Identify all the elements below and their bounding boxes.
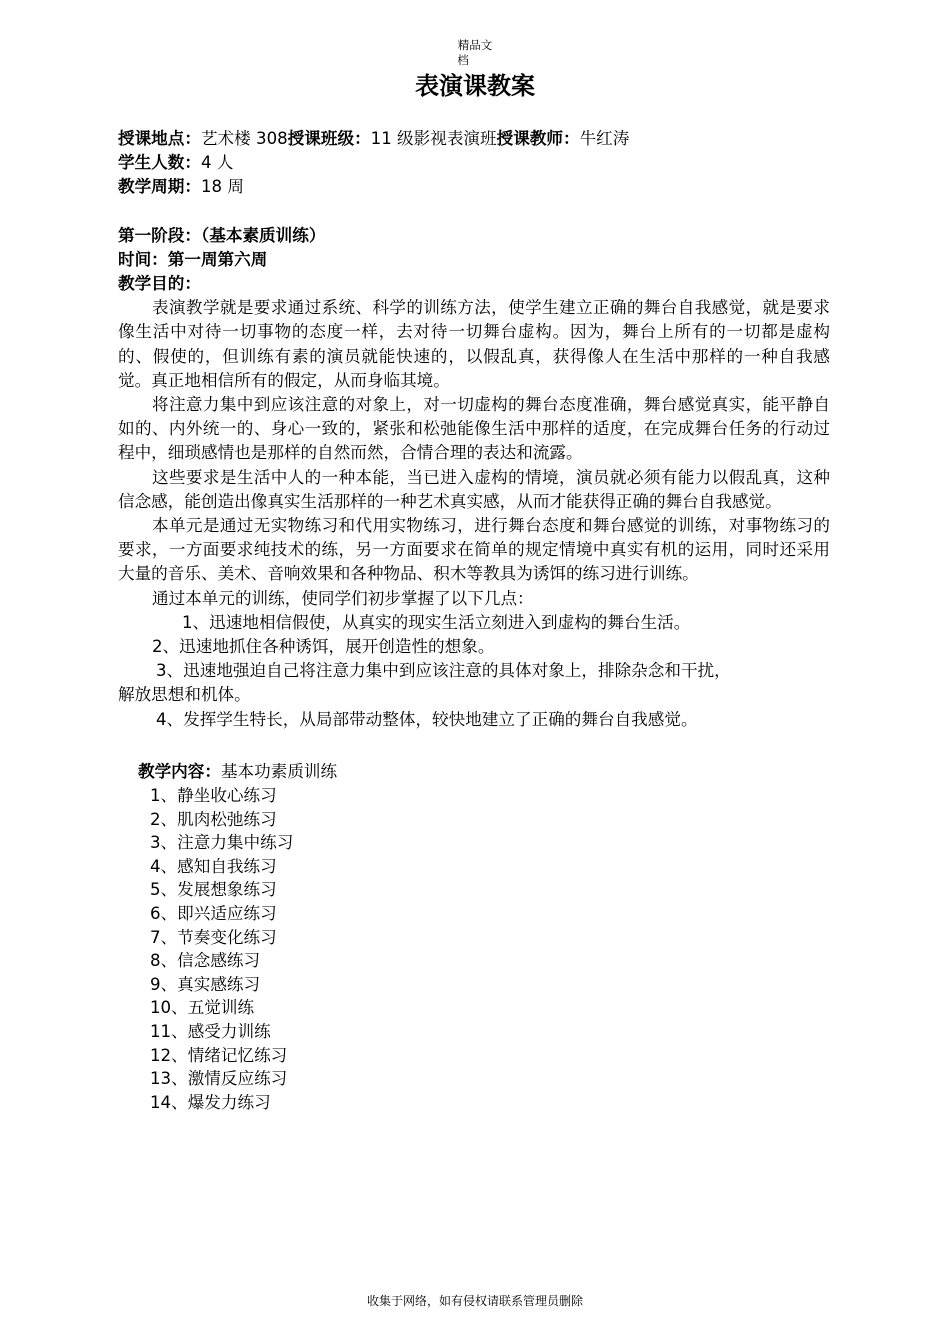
paragraph-1: 表演教学就是要求通过系统、科学的训练方法，使学生建立正确的舞台自我感觉，就是要求像生活中对待一切事物的态度一样，去对待一切舞台虚构。因为，舞台上所有的一切都是虚构的、假使的，但训练有素的演员就能快速的，以假乱真，获得像人在生活中那样的一种自我感觉。真正地相信所有的假定，从而身临其境。 — [118, 298, 830, 390]
list-item: 11、感受力训练 — [150, 1022, 271, 1042]
point-1: 1、迅速地相信假使，从真实的现实生活立刻进入到虚构的舞台生活。 — [182, 612, 691, 632]
content-value: 基本功素质训练 — [220, 761, 338, 781]
class-label: 授课班级： — [287, 129, 371, 148]
info-line-1 — [118, 127, 830, 151]
students-label: 学生人数： — [118, 153, 201, 173]
list-item: 4、感知自我练习 — [150, 856, 277, 876]
watermark-top-line-1: 精品文 — [457, 38, 493, 52]
list-item: 10、五觉训练 — [150, 998, 255, 1018]
list-item: 2、肌肉松弛练习 — [150, 809, 277, 829]
list-item: 12、情绪记忆练习 — [150, 1045, 288, 1065]
list-item: 7、节奏变化练习 — [150, 927, 277, 947]
info-line-2 — [118, 151, 830, 175]
class-value: 11 级影视表演班 — [370, 129, 497, 148]
info-line-3 — [118, 175, 830, 199]
document-body — [118, 127, 830, 1114]
point-3-continued: 解放思想和机体。 — [118, 685, 251, 705]
list-item: 6、即兴适应练习 — [150, 904, 277, 924]
teacher-value: 牛红涛 — [579, 129, 630, 148]
period-value: 18 周 — [200, 177, 244, 197]
paragraph-3: 这些要求是生活中人的一种本能，当已进入虚构的情境，演员就必须有能力以假乱真，这种信念感，能创造出像真实生活那样的一种艺术真实感，从而才能获得正确的舞台自我感觉。 — [118, 467, 830, 511]
paragraph-5: 通过本单元的训练，使同学们初步掌握了以下几点： — [152, 588, 534, 608]
location-value: 艺术楼 308 — [200, 129, 288, 148]
list-item: 5、发展想象练习 — [150, 880, 277, 900]
goal-label: 教学目的： — [118, 274, 201, 294]
content-heading — [118, 760, 830, 784]
list-item: 8、信念感练习 — [150, 951, 261, 971]
paragraph-2: 将注意力集中到应该注意的对象上，对一切虚构的舞台态度准确，舞台感觉真实，能平静自如的、内外统一的、身心一致的，紧张和松弛能像生活中那样的适度，在完成舞台任务的行动过程中，细琐感情也是那样的自然而然，合情合理的表达和流露。 — [118, 395, 830, 463]
document-title: 表演课教案 — [415, 72, 535, 100]
content-list — [118, 784, 830, 1114]
watermark-top — [0, 38, 950, 68]
list-item: 3、注意力集中练习 — [150, 833, 294, 853]
content-label: 教学内容： — [138, 761, 221, 781]
list-item: 13、激情反应练习 — [150, 1069, 288, 1089]
stage-heading: 第一阶段：（基本素质训练） — [118, 225, 326, 245]
watermark-top-line-2: 档 — [457, 53, 469, 67]
students-value: 4 人 — [200, 153, 234, 173]
teacher-label: 授课教师： — [496, 129, 580, 148]
list-item: 14、爆发力练习 — [150, 1092, 271, 1112]
point-2: 2、迅速地抓住各种诱饵，展开创造性的想象。 — [152, 637, 495, 657]
location-label: 授课地点： — [118, 129, 201, 148]
list-item: 1、静坐收心练习 — [150, 786, 277, 806]
point-3: 3、迅速地强迫自己将注意力集中到应该注意的具体对象上，排除杂念和干扰， — [156, 661, 731, 681]
stage-time: 时间：第一周第六周 — [118, 249, 268, 269]
list-item: 9、真实感练习 — [150, 974, 261, 994]
paragraph-4: 本单元是通过无实物练习和代用实物练习，进行舞台态度和舞台感觉的训练，对事物练习的要求，一方面要求纯技术的练，另一方面要求在简单的规定情境中真实有机的运用，同时还采用大量的音乐、美术、音响效果和各种物品、积木等教具为诱饵的练习进行训练。 — [118, 516, 830, 584]
period-label: 教学周期： — [118, 177, 201, 197]
watermark-bottom: 收集于网络，如有侵权请联系管理员删除 — [366, 1294, 583, 1308]
point-4: 4、发挥学生特长，从局部带动整体，较快地建立了正确的舞台自我感觉。 — [156, 709, 698, 729]
